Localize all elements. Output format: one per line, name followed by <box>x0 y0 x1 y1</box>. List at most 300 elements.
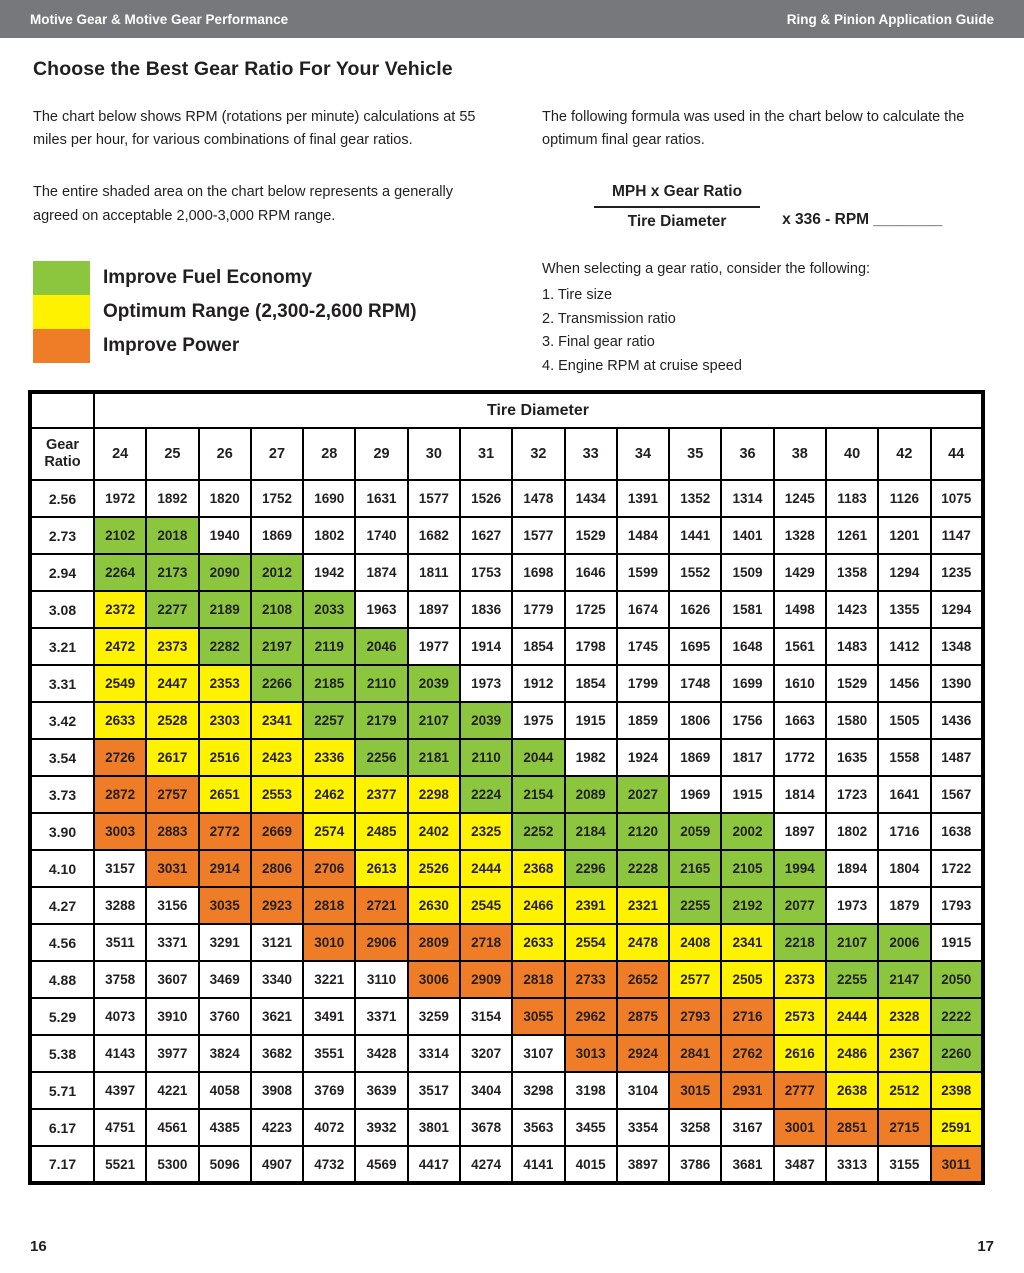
tire-diameter-header: 25 <box>146 428 198 480</box>
rpm-cell: 3760 <box>199 998 251 1035</box>
rpm-cell: 2107 <box>826 924 878 961</box>
rpm-cell: 3607 <box>146 961 198 998</box>
rpm-cell: 3291 <box>199 924 251 961</box>
rpm-cell: 1558 <box>878 739 930 776</box>
rpm-cell: 4397 <box>94 1072 146 1109</box>
tire-diameter-span-header: Tire Diameter <box>94 392 983 428</box>
corner-empty-cell <box>30 392 94 428</box>
table-row <box>30 776 983 813</box>
rpm-cell: 2018 <box>146 517 198 554</box>
rpm-cell: 2574 <box>303 813 355 850</box>
rpm-cell: 1529 <box>826 665 878 702</box>
rpm-cell: 1245 <box>774 480 826 517</box>
rpm-cell: 2772 <box>199 813 251 850</box>
rpm-cell: 1804 <box>878 850 930 887</box>
rpm-cell: 1820 <box>199 480 251 517</box>
rpm-cell: 1811 <box>408 554 460 591</box>
legend-row-fuel-economy <box>33 261 495 295</box>
rpm-cell: 1793 <box>931 887 984 924</box>
rpm-cell: 3258 <box>669 1109 721 1146</box>
rpm-cell: 1147 <box>931 517 984 554</box>
rpm-cell: 2398 <box>931 1072 984 1109</box>
rpm-cell: 2110 <box>460 739 512 776</box>
rpm-cell: 2526 <box>408 850 460 887</box>
rpm-cell: 2184 <box>565 813 617 850</box>
rpm-cell: 1972 <box>94 480 146 517</box>
rpm-cell: 1391 <box>617 480 669 517</box>
rpm-cell: 1646 <box>565 554 617 591</box>
rpm-cell: 2039 <box>408 665 460 702</box>
rpm-cell: 1484 <box>617 517 669 554</box>
rpm-cell: 3013 <box>565 1035 617 1072</box>
rpm-cell: 1897 <box>774 813 826 850</box>
gear-ratio-cell: 6.17 <box>30 1109 94 1146</box>
rpm-cell: 2296 <box>565 850 617 887</box>
consideration-item: 4. Engine RPM at cruise speed <box>542 357 742 374</box>
rpm-cell: 2341 <box>251 702 303 739</box>
rpm-cell: 2260 <box>931 1035 984 1072</box>
rpm-cell: 1940 <box>199 517 251 554</box>
rpm-cell: 2189 <box>199 591 251 628</box>
tire-diameter-header: 28 <box>303 428 355 480</box>
rpm-cell: 3371 <box>146 924 198 961</box>
rpm-cell: 2613 <box>355 850 407 887</box>
rpm-cell: 1752 <box>251 480 303 517</box>
rpm-cell: 1631 <box>355 480 407 517</box>
rpm-cell: 2181 <box>408 739 460 776</box>
rpm-cell: 5096 <box>199 1146 251 1183</box>
rpm-cell: 1358 <box>826 554 878 591</box>
rpm-cell: 1423 <box>826 591 878 628</box>
rpm-cell: 2039 <box>460 702 512 739</box>
rpm-cell: 1529 <box>565 517 617 554</box>
rpm-cell: 1487 <box>931 739 984 776</box>
rpm-cell: 3340 <box>251 961 303 998</box>
rpm-cell: 2377 <box>355 776 407 813</box>
legend-label: Improve Power <box>103 334 240 356</box>
table-row <box>30 517 983 554</box>
rpm-cell: 1648 <box>721 628 773 665</box>
rpm-cell: 1355 <box>878 591 930 628</box>
rpm-cell: 2553 <box>251 776 303 813</box>
gear-ratio-cell: 3.31 <box>30 665 94 702</box>
rpm-cell: 2516 <box>199 739 251 776</box>
rpm-cell: 3487 <box>774 1146 826 1183</box>
rpm-cell: 3010 <box>303 924 355 961</box>
rpm-cell: 2726 <box>94 739 146 776</box>
gear-ratio-cell: 3.08 <box>30 591 94 628</box>
rpm-cell: 3897 <box>617 1146 669 1183</box>
rpm-cell: 3006 <box>408 961 460 998</box>
rpm-cell: 3491 <box>303 998 355 1035</box>
formula-fraction <box>594 183 760 231</box>
rpm-cell: 1663 <box>774 702 826 739</box>
rpm-cell: 2718 <box>460 924 512 961</box>
rpm-cell: 3198 <box>565 1072 617 1109</box>
rpm-cell: 3313 <box>826 1146 878 1183</box>
rpm-cell: 1915 <box>565 702 617 739</box>
rpm-cell: 2027 <box>617 776 669 813</box>
rpm-cell: 1802 <box>303 517 355 554</box>
rpm-cell: 2466 <box>512 887 564 924</box>
rpm-cell: 1436 <box>931 702 984 739</box>
rpm-cell: 1580 <box>826 702 878 739</box>
rpm-cell: 2046 <box>355 628 407 665</box>
rpm-cell: 1722 <box>931 850 984 887</box>
rpm-cell: 2391 <box>565 887 617 924</box>
rpm-cell: 1977 <box>408 628 460 665</box>
rpm-cell: 3469 <box>199 961 251 998</box>
legend-swatch-green <box>33 261 90 295</box>
rpm-cell: 2255 <box>669 887 721 924</box>
rpm-cell: 1690 <box>303 480 355 517</box>
gear-ratio-cell: 5.71 <box>30 1072 94 1109</box>
rpm-cell: 2872 <box>94 776 146 813</box>
rpm-cell: 2809 <box>408 924 460 961</box>
tire-diameter-header: 30 <box>408 428 460 480</box>
rpm-cell: 1183 <box>826 480 878 517</box>
rpm-cell: 1695 <box>669 628 721 665</box>
rpm-cell: 1635 <box>826 739 878 776</box>
rpm-cell: 2222 <box>931 998 984 1035</box>
rpm-cell: 2105 <box>721 850 773 887</box>
considerations-lead: When selecting a gear ratio, consider the following: <box>542 261 871 278</box>
rpm-cell: 4561 <box>146 1109 198 1146</box>
rpm-cell: 2914 <box>199 850 251 887</box>
table-row <box>30 998 983 1035</box>
rpm-cell: 1390 <box>931 665 984 702</box>
rpm-cell: 3298 <box>512 1072 564 1109</box>
rpm-cell: 4221 <box>146 1072 198 1109</box>
formula-intro-paragraph: The following formula was used in the chart below to calculate the optimum final gear ratios. <box>542 109 965 149</box>
rpm-cell: 2353 <box>199 665 251 702</box>
rpm-cell: 2002 <box>721 813 773 850</box>
rpm-cell: 1638 <box>931 813 984 850</box>
rpm-cell: 4072 <box>303 1109 355 1146</box>
rpm-cell: 2165 <box>669 850 721 887</box>
rpm-cell: 3015 <box>669 1072 721 1109</box>
rpm-cell: 2341 <box>721 924 773 961</box>
rpm-cell: 2252 <box>512 813 564 850</box>
rpm-cell: 2367 <box>878 1035 930 1072</box>
rpm-cell: 2402 <box>408 813 460 850</box>
rpm-cell: 2462 <box>303 776 355 813</box>
rpm-cell: 2077 <box>774 887 826 924</box>
rpm-cell: 3769 <box>303 1072 355 1109</box>
rpm-cell: 2444 <box>826 998 878 1035</box>
rpm-cell: 2192 <box>721 887 773 924</box>
rpm-cell: 3681 <box>721 1146 773 1183</box>
rpm-cell: 3511 <box>94 924 146 961</box>
rpm-cell: 3259 <box>408 998 460 1035</box>
rpm-cell: 1924 <box>617 739 669 776</box>
tire-diameter-header: 44 <box>931 428 984 480</box>
rpm-cell: 4732 <box>303 1146 355 1183</box>
rpm-cell: 3801 <box>408 1109 460 1146</box>
table-row <box>30 924 983 961</box>
rpm-cell: 1429 <box>774 554 826 591</box>
rpm-cell: 1434 <box>565 480 617 517</box>
rpm-cell: 1581 <box>721 591 773 628</box>
rpm-cell: 3167 <box>721 1109 773 1146</box>
rpm-cell: 3758 <box>94 961 146 998</box>
rpm-cell: 2638 <box>826 1072 878 1109</box>
table-row <box>30 887 983 924</box>
rpm-cell: 2721 <box>355 887 407 924</box>
rpm-cell: 3682 <box>251 1035 303 1072</box>
table-row <box>30 665 983 702</box>
rpm-cell: 2006 <box>878 924 930 961</box>
rpm-cell: 1498 <box>774 591 826 628</box>
rpm-cell: 1879 <box>878 887 930 924</box>
rpm-cell: 2883 <box>146 813 198 850</box>
rpm-cell: 3551 <box>303 1035 355 1072</box>
rpm-cell: 1897 <box>408 591 460 628</box>
table-row <box>30 480 983 517</box>
rpm-cell: 1567 <box>931 776 984 813</box>
rpm-cell: 1725 <box>565 591 617 628</box>
rpm-cell: 1314 <box>721 480 773 517</box>
rpm-cell: 2120 <box>617 813 669 850</box>
rpm-cell: 3035 <box>199 887 251 924</box>
rpm-cell: 2762 <box>721 1035 773 1072</box>
rpm-cell: 4751 <box>94 1109 146 1146</box>
rpm-cell: 2549 <box>94 665 146 702</box>
rpm-cell: 5300 <box>146 1146 198 1183</box>
rpm-cell: 1699 <box>721 665 773 702</box>
rpm-cell: 4569 <box>355 1146 407 1183</box>
rpm-cell: 2033 <box>303 591 355 628</box>
rpm-cell: 4073 <box>94 998 146 1035</box>
rpm-cell: 1261 <box>826 517 878 554</box>
rpm-cell: 2050 <box>931 961 984 998</box>
rpm-cell: 2962 <box>565 998 617 1035</box>
rpm-cell: 2256 <box>355 739 407 776</box>
rpm-cell: 2906 <box>355 924 407 961</box>
page-number-right: 17 <box>977 1238 994 1255</box>
rpm-cell: 2777 <box>774 1072 826 1109</box>
rpm-cell: 1798 <box>565 628 617 665</box>
topbar-right-text: Ring & Pinion Application Guide <box>786 11 994 27</box>
gear-ratio-cell: 3.21 <box>30 628 94 665</box>
rpm-cell: 2875 <box>617 998 669 1035</box>
rpm-cell: 3563 <box>512 1109 564 1146</box>
rpm-cell: 2298 <box>408 776 460 813</box>
rpm-cell: 1748 <box>669 665 721 702</box>
rpm-cell: 1982 <box>565 739 617 776</box>
rpm-cell: 2651 <box>199 776 251 813</box>
table-row <box>30 1109 983 1146</box>
rpm-cell: 1716 <box>878 813 930 850</box>
rpm-cell: 4907 <box>251 1146 303 1183</box>
rpm-cell: 1869 <box>669 739 721 776</box>
rpm-cell: 2336 <box>303 739 355 776</box>
rpm-cell: 3314 <box>408 1035 460 1072</box>
rpm-cell: 4015 <box>565 1146 617 1183</box>
tire-diameter-header: 26 <box>199 428 251 480</box>
rpm-cell: 2373 <box>774 961 826 998</box>
rpm-cell: 1577 <box>408 480 460 517</box>
rpm-cell: 2110 <box>355 665 407 702</box>
rpm-cell: 1352 <box>669 480 721 517</box>
rpm-cell: 2545 <box>460 887 512 924</box>
rpm-cell: 3910 <box>146 998 198 1035</box>
color-legend <box>33 261 495 363</box>
rpm-cell: 2591 <box>931 1109 984 1146</box>
rpm-cell: 2264 <box>94 554 146 591</box>
rpm-cell: 2373 <box>146 628 198 665</box>
rpm-cell: 2733 <box>565 961 617 998</box>
rpm-cell: 2224 <box>460 776 512 813</box>
rpm-cell: 1963 <box>355 591 407 628</box>
rpm-cell: 2197 <box>251 628 303 665</box>
rpm-cell: 1799 <box>617 665 669 702</box>
rpm-cell: 3908 <box>251 1072 303 1109</box>
rpm-cell: 2478 <box>617 924 669 961</box>
rpm-cell: 2173 <box>146 554 198 591</box>
rpm-cell: 1235 <box>931 554 984 591</box>
rpm-cell: 4274 <box>460 1146 512 1183</box>
rpm-cell: 1942 <box>303 554 355 591</box>
rpm-cell: 3404 <box>460 1072 512 1109</box>
rpm-cell: 1814 <box>774 776 826 813</box>
rpm-cell: 1682 <box>408 517 460 554</box>
rpm-cell: 3371 <box>355 998 407 1035</box>
rpm-cell: 3824 <box>199 1035 251 1072</box>
gear-ratio-rpm-table <box>28 390 985 1185</box>
gear-ratio-cell: 3.73 <box>30 776 94 813</box>
rpm-cell: 2012 <box>251 554 303 591</box>
rpm-cell: 1456 <box>878 665 930 702</box>
rpm-cell: 2806 <box>251 850 303 887</box>
rpm-cell: 1802 <box>826 813 878 850</box>
rpm-cell: 1509 <box>721 554 773 591</box>
rpm-cell: 1348 <box>931 628 984 665</box>
rpm-cell: 2715 <box>878 1109 930 1146</box>
rpm-cell: 2089 <box>565 776 617 813</box>
rpm-cell: 3001 <box>774 1109 826 1146</box>
table-row <box>30 1072 983 1109</box>
rpm-cell: 3621 <box>251 998 303 1035</box>
rpm-cell: 1478 <box>512 480 564 517</box>
rpm-cell: 2512 <box>878 1072 930 1109</box>
rpm-cell: 1892 <box>146 480 198 517</box>
tire-diameter-header: 42 <box>878 428 930 480</box>
rpm-cell: 1772 <box>774 739 826 776</box>
rpm-cell: 2228 <box>617 850 669 887</box>
rpm-cell: 2633 <box>512 924 564 961</box>
rpm-cell: 1915 <box>931 924 984 961</box>
rpm-cell: 1626 <box>669 591 721 628</box>
rpm-cell: 2444 <box>460 850 512 887</box>
rpm-cell: 2102 <box>94 517 146 554</box>
rpm-cell: 4058 <box>199 1072 251 1109</box>
rpm-cell: 2669 <box>251 813 303 850</box>
gear-ratio-cell: 3.54 <box>30 739 94 776</box>
rpm-cell: 1874 <box>355 554 407 591</box>
rpm-cell: 1641 <box>878 776 930 813</box>
rpm-cell: 2368 <box>512 850 564 887</box>
rpm-cell: 1627 <box>460 517 512 554</box>
rpm-cell: 2931 <box>721 1072 773 1109</box>
rpm-cell: 2793 <box>669 998 721 1035</box>
rpm-cell: 1836 <box>460 591 512 628</box>
rpm-cell: 2485 <box>355 813 407 850</box>
rpm-cell: 1577 <box>512 517 564 554</box>
consideration-item: 3. Final gear ratio <box>542 334 655 351</box>
rpm-cell: 2328 <box>878 998 930 1035</box>
rpm-cell: 1975 <box>512 702 564 739</box>
rpm-cell: 3011 <box>931 1146 984 1183</box>
tire-diameter-header: 38 <box>774 428 826 480</box>
rpm-cell: 2909 <box>460 961 512 998</box>
rpm-cell: 3639 <box>355 1072 407 1109</box>
rpm-cell: 2617 <box>146 739 198 776</box>
formula-suffix: x 336 - RPM ________ <box>782 211 943 229</box>
rpm-cell: 1854 <box>565 665 617 702</box>
tire-diameter-header: 32 <box>512 428 564 480</box>
rpm-cell: 1854 <box>512 628 564 665</box>
rpm-cell: 1505 <box>878 702 930 739</box>
legend-label: Improve Fuel Economy <box>103 266 313 288</box>
rpm-cell: 3155 <box>878 1146 930 1183</box>
rpm-cell: 1969 <box>669 776 721 813</box>
legend-label: Optimum Range (2,300-2,600 RPM) <box>103 300 417 322</box>
rpm-cell: 2372 <box>94 591 146 628</box>
consideration-item: 1. Tire size <box>542 287 613 303</box>
rpm-cell: 2716 <box>721 998 773 1035</box>
table-row <box>30 554 983 591</box>
gear-ratio-cell: 2.56 <box>30 480 94 517</box>
gear-ratio-corner-label: Gear Ratio <box>44 437 81 470</box>
legend-swatch-yellow <box>33 295 90 329</box>
rpm-cell: 2044 <box>512 739 564 776</box>
rpm-cell: 1526 <box>460 480 512 517</box>
rpm-cell: 1740 <box>355 517 407 554</box>
rpm-cell: 3031 <box>146 850 198 887</box>
rpm-cell: 1869 <box>251 517 303 554</box>
rpm-cell: 2325 <box>460 813 512 850</box>
tire-diameter-header: 31 <box>460 428 512 480</box>
rpm-cell: 1753 <box>460 554 512 591</box>
rpm-cell: 3428 <box>355 1035 407 1072</box>
rpm-cell: 2528 <box>146 702 198 739</box>
rpm-cell: 2257 <box>303 702 355 739</box>
rpm-cell: 1561 <box>774 628 826 665</box>
tire-diameter-header: 29 <box>355 428 407 480</box>
tire-diameter-span-row <box>30 392 983 428</box>
rpm-cell: 3932 <box>355 1109 407 1146</box>
gear-ratio-cell: 4.56 <box>30 924 94 961</box>
tire-diameter-header: 36 <box>721 428 773 480</box>
gear-ratio-cell: 4.27 <box>30 887 94 924</box>
rpm-cell: 4417 <box>408 1146 460 1183</box>
rpm-cell: 2321 <box>617 887 669 924</box>
rpm-cell: 1599 <box>617 554 669 591</box>
tire-diameter-header: 27 <box>251 428 303 480</box>
gear-ratio-cell: 4.10 <box>30 850 94 887</box>
rpm-cell: 1973 <box>826 887 878 924</box>
rpm-cell: 3354 <box>617 1109 669 1146</box>
rpm-cell: 3055 <box>512 998 564 1035</box>
rpm-cell: 1915 <box>721 776 773 813</box>
rpm-cell: 3157 <box>94 850 146 887</box>
rpm-cell: 2486 <box>826 1035 878 1072</box>
tire-diameter-values-row <box>30 428 983 480</box>
gear-ratio-cell: 2.94 <box>30 554 94 591</box>
tire-diameter-header: 33 <box>565 428 617 480</box>
consideration-item: 2. Transmission ratio <box>542 310 676 327</box>
